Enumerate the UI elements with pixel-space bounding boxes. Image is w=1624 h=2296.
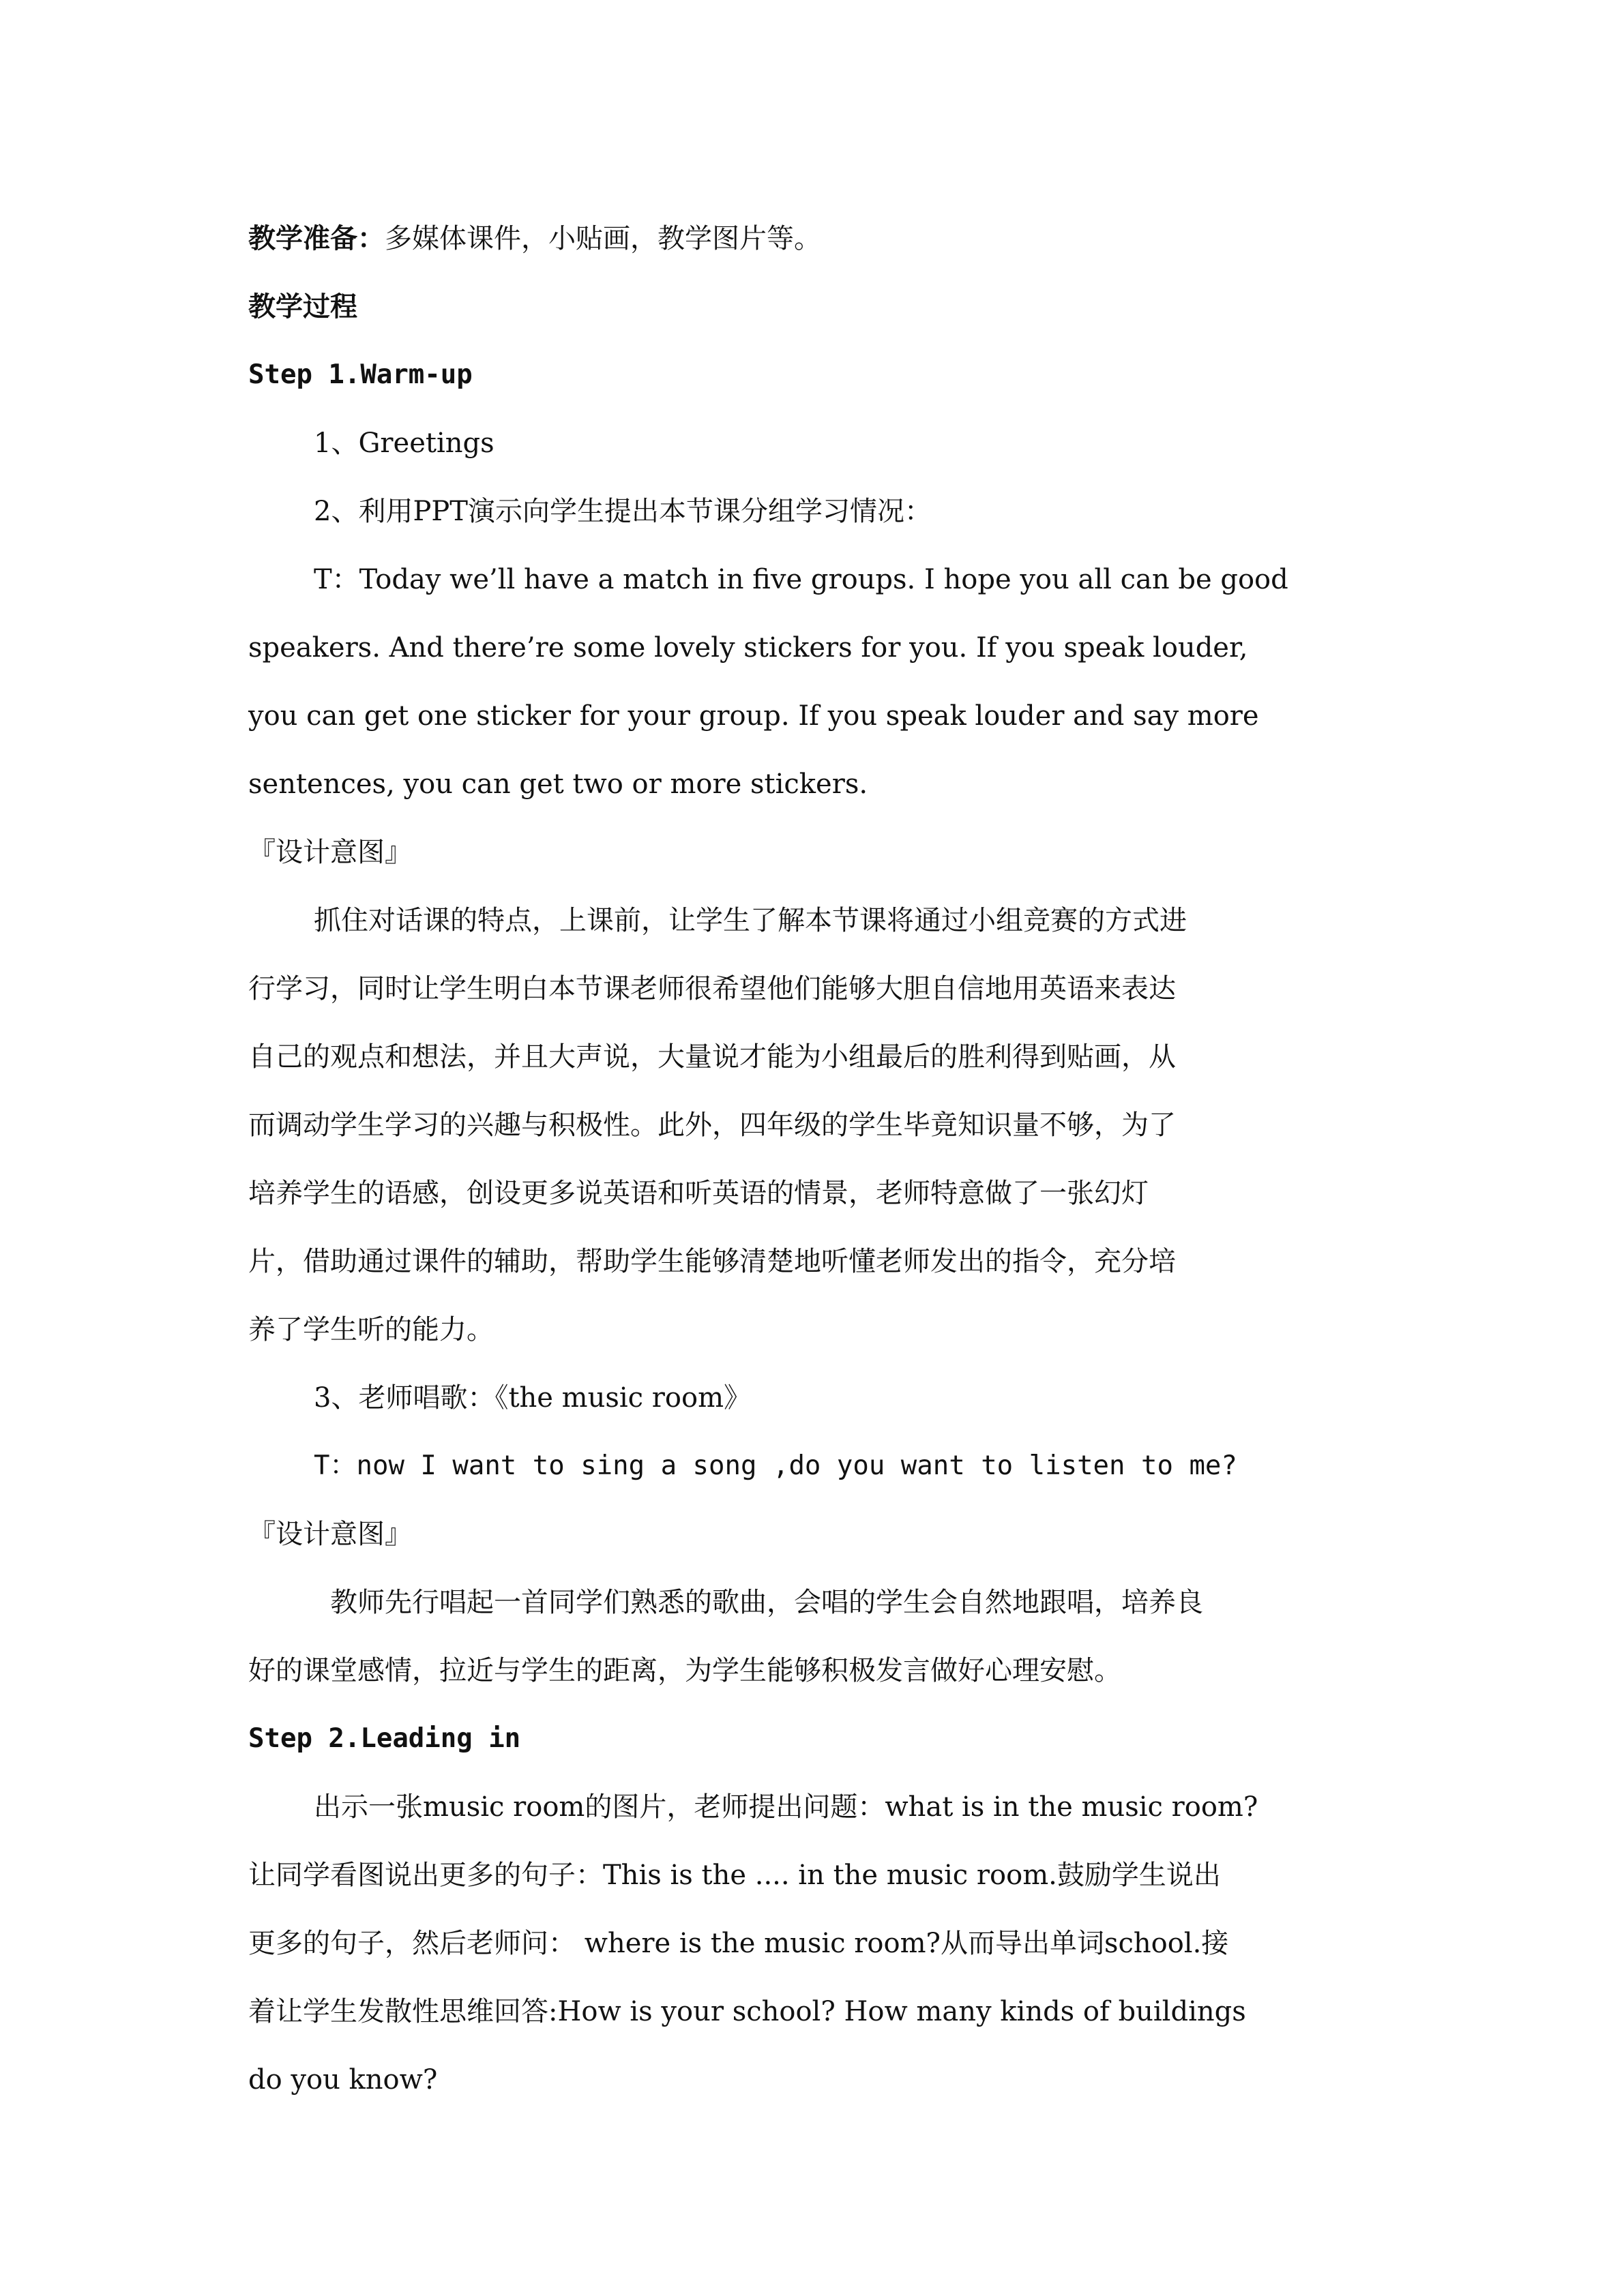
step1-item3: 3、老师唱歌：《the music room》 <box>314 1382 752 1414</box>
teacher-line-1: T：Today we’ll have a match in five groups. I hope you all can be good <box>314 564 1288 595</box>
teacher-song-line: T：now I want to sing a song ,do you want to listen to me? <box>314 1450 1237 1481</box>
design-label-2: 『设计意图』 <box>248 1519 412 1550</box>
design-1-line-3: 自己的观点和想法，并且大声说，大量说才能为小组最后的胜利得到贴画，从 <box>248 1041 1176 1073</box>
design-2-line-1: 教师先行唱起一首同学们熟悉的歌曲，会唱的学生会自然地跟唱，培养良 <box>330 1587 1203 1618</box>
design-1-line-2: 行学习，同时让学生明白本节课老师很希望他们能够大胆自信地用英语来表达 <box>248 973 1176 1004</box>
design-1-line-1: 抓住对话课的特点，上课前，让学生了解本节课将通过小组竞赛的方式进 <box>314 905 1187 936</box>
step1-heading: Step 1.Warm-up <box>248 359 473 390</box>
teacher-line-2: speakers. And there’re some lovely stickers for you. If you speak louder, <box>248 632 1248 664</box>
step2-line-1: 出示一张music room的图片，老师提出问题：what is in the music room? <box>314 1791 1258 1823</box>
step2-line-4: 着让学生发散性思维回答:How is your school? How many kinds of buildings <box>248 1996 1246 2027</box>
design-1-line-6: 片，借助通过课件的辅助，帮助学生能够清楚地听懂老师发出的指令，充分培 <box>248 1246 1176 1277</box>
prep-text: 多媒体课件，小贴画，教学图片等。 <box>385 223 821 254</box>
design-label-1: 『设计意图』 <box>248 837 412 868</box>
prep-line <box>248 205 1394 273</box>
step2-heading: Step 2.Leading in <box>248 1723 521 1754</box>
design-1-line-5: 培养学生的语感，创设更多说英语和听英语的情景，老师特意做了一张幻灯 <box>248 1178 1149 1209</box>
step2-line-2: 让同学看图说出更多的句子：This is the .... in the music room.鼓励学生说出 <box>248 1860 1221 1891</box>
document-page <box>248 205 1394 2114</box>
design-2-line-2: 好的课堂感情，拉近与学生的距离，为学生能够积极发言做好心理安慰。 <box>248 1655 1121 1686</box>
step2-line-3: 更多的句子，然后老师问： where is the music room?从而导出单词school.接 <box>248 1928 1229 1959</box>
teacher-line-4: sentences, you can get two or more stickers. <box>248 769 868 800</box>
step1-item2: 2、利用PPT演示向学生提出本节课分组学习情况： <box>314 496 932 527</box>
step1-item1: 1、Greetings <box>314 428 494 459</box>
process-heading: 教学过程 <box>248 290 357 323</box>
teacher-line-3: you can get one sticker for your group. If you speak louder and say more <box>248 700 1259 732</box>
prep-label: 教学准备： <box>248 222 385 254</box>
design-1-line-7: 养了学生听的能力。 <box>248 1314 494 1345</box>
design-1-line-4: 而调动学生学习的兴趣与积极性。此外，四年级的学生毕竟知识量不够，为了 <box>248 1109 1176 1141</box>
step2-line-5: do you know? <box>248 2064 438 2096</box>
